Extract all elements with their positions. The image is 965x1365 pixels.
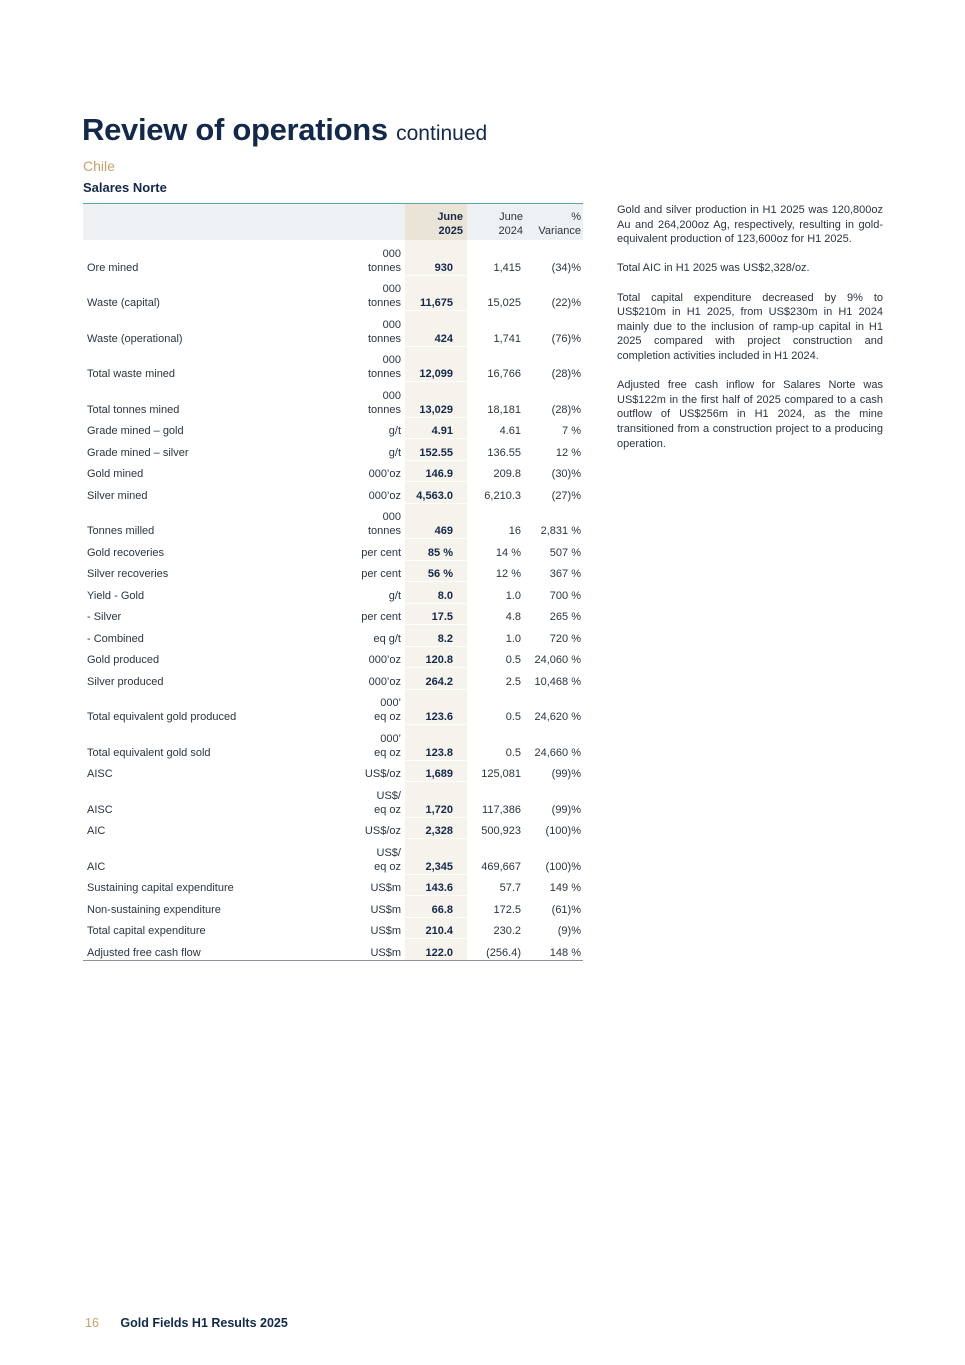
row-previous-value: 230.2 — [467, 917, 525, 939]
row-label: AISC — [83, 760, 323, 782]
table-row — [83, 668, 583, 690]
row-unit: eq g/t — [323, 625, 405, 647]
row-previous-value: 18,181 — [467, 382, 525, 418]
row-unit: g/t — [323, 417, 405, 439]
row-current-value: 66.8 — [405, 896, 467, 918]
row-unit: per cent — [323, 560, 405, 582]
row-previous-value: 125,081 — [467, 760, 525, 782]
header-variance: % Variance — [538, 211, 581, 237]
row-label: Total tonnes mined — [83, 382, 323, 418]
table-row — [83, 939, 583, 961]
row-variance: (76)% — [525, 311, 583, 347]
row-unit: 000’oz — [323, 646, 405, 668]
commentary-paragraph: Adjusted free cash inflow for Salares Norte was US$122m in the first half of 2025 compared to a cash outflow of US$256m in H1 2024, as the mine transitioned from a construction project to a producing operation. — [617, 379, 883, 450]
row-variance: (28)% — [525, 346, 583, 382]
row-label: AIC — [83, 839, 323, 875]
header-unit-cell — [323, 204, 405, 241]
row-current-value: 143.6 — [405, 874, 467, 896]
row-current-value: 930 — [405, 240, 467, 275]
row-label: Grade mined – silver — [83, 439, 323, 461]
row-variance: (100)% — [525, 839, 583, 875]
header-current-period: June 2025 — [405, 204, 467, 241]
row-previous-value: 0.5 — [467, 646, 525, 668]
row-current-value: 424 — [405, 311, 467, 347]
row-variance: 7 % — [525, 417, 583, 439]
row-label: Silver produced — [83, 668, 323, 690]
row-unit: US$/ eq oz — [323, 782, 405, 818]
table-row — [83, 896, 583, 918]
table-row — [83, 760, 583, 782]
table-row — [83, 582, 583, 604]
row-label: Waste (operational) — [83, 311, 323, 347]
row-label: Yield - Gold — [83, 582, 323, 604]
row-previous-value: 57.7 — [467, 874, 525, 896]
table-row — [83, 346, 583, 382]
row-current-value: 123.6 — [405, 689, 467, 725]
commentary-paragraph: Gold and silver production in H1 2025 was 120,800oz Au and 264,200oz Ag, respectively, resulting in gold- equivalent production of 123,600oz for H1 2025. — [617, 204, 883, 246]
row-label: - Combined — [83, 625, 323, 647]
row-unit: 000 tonnes — [323, 346, 405, 382]
row-variance: 12 % — [525, 439, 583, 461]
row-previous-value: 16,766 — [467, 346, 525, 382]
row-label: Silver recoveries — [83, 560, 323, 582]
table-row — [83, 625, 583, 647]
row-current-value: 13,029 — [405, 382, 467, 418]
row-label: Total equivalent gold produced — [83, 689, 323, 725]
row-previous-value: 1,741 — [467, 311, 525, 347]
page-footer — [85, 1316, 288, 1330]
row-label: Total capital expenditure — [83, 917, 323, 939]
row-previous-value: 6,210.3 — [467, 482, 525, 504]
row-unit: per cent — [323, 603, 405, 625]
row-label: Adjusted free cash flow — [83, 939, 323, 961]
row-current-value: 56 % — [405, 560, 467, 582]
row-current-value: 123.8 — [405, 725, 467, 761]
table-row — [83, 275, 583, 311]
row-label: Waste (capital) — [83, 275, 323, 311]
row-unit: US$m — [323, 874, 405, 896]
table-row — [83, 689, 583, 725]
row-current-value: 8.0 — [405, 582, 467, 604]
row-unit: 000’oz — [323, 482, 405, 504]
row-current-value: 146.9 — [405, 460, 467, 482]
row-previous-value: 1.0 — [467, 582, 525, 604]
row-current-value: 122.0 — [405, 939, 467, 961]
row-label: Grade mined – gold — [83, 417, 323, 439]
commentary-paragraph: Total capital expenditure decreased by 9% to US$210m in H1 2025, from US$230m in H1 2024 mainly due to the inclusion of ramp-up capital in H1 2025 compared with project construction and completion activities included in H1 2024. — [617, 291, 883, 362]
table-row — [83, 874, 583, 896]
row-current-value: 1,689 — [405, 760, 467, 782]
row-current-value: 4,563.0 — [405, 482, 467, 504]
commentary-paragraph: Total AIC in H1 2025 was US$2,328/oz. — [617, 262, 810, 275]
row-label: Ore mined — [83, 240, 323, 275]
row-previous-value: 4.8 — [467, 603, 525, 625]
row-previous-value: 4.61 — [467, 417, 525, 439]
table-row — [83, 539, 583, 561]
row-previous-value: 500,923 — [467, 817, 525, 839]
row-variance: (61)% — [525, 896, 583, 918]
row-label: Non-sustaining expenditure — [83, 896, 323, 918]
header-previous-period: June 2024 — [498, 211, 523, 237]
row-current-value: 469 — [405, 503, 467, 539]
row-current-value: 4.91 — [405, 417, 467, 439]
table-row — [83, 782, 583, 818]
row-variance: 10,468 % — [525, 668, 583, 690]
row-unit: per cent — [323, 539, 405, 561]
row-previous-value: 0.5 — [467, 689, 525, 725]
row-unit: 000 tonnes — [323, 382, 405, 418]
row-previous-value: 117,386 — [467, 782, 525, 818]
operations-table — [83, 203, 583, 961]
row-variance: 24,620 % — [525, 689, 583, 725]
row-unit: 000 tonnes — [323, 275, 405, 311]
table-row — [83, 382, 583, 418]
row-unit: 000 tonnes — [323, 240, 405, 275]
row-unit: US$m — [323, 939, 405, 961]
row-unit: US$/oz — [323, 817, 405, 839]
page-title — [82, 112, 487, 148]
row-unit: 000’oz — [323, 460, 405, 482]
table-row — [83, 817, 583, 839]
row-variance: 265 % — [525, 603, 583, 625]
table-row — [83, 646, 583, 668]
row-variance: 700 % — [525, 582, 583, 604]
row-current-value: 210.4 — [405, 917, 467, 939]
row-current-value: 8.2 — [405, 625, 467, 647]
row-unit: g/t — [323, 582, 405, 604]
row-variance: 720 % — [525, 625, 583, 647]
row-previous-value: 16 — [467, 503, 525, 539]
row-variance: 367 % — [525, 560, 583, 582]
row-variance: (34)% — [525, 240, 583, 275]
document-title: Gold Fields H1 Results 2025 — [120, 1316, 288, 1330]
table-header-row — [83, 204, 583, 241]
table-row — [83, 439, 583, 461]
row-variance: (100)% — [525, 817, 583, 839]
row-label: Silver mined — [83, 482, 323, 504]
row-previous-value: (256.4) — [467, 939, 525, 961]
row-unit: 000’oz — [323, 668, 405, 690]
table-row — [83, 839, 583, 875]
row-previous-value: 172.5 — [467, 896, 525, 918]
table-row — [83, 603, 583, 625]
row-previous-value: 136.55 — [467, 439, 525, 461]
row-current-value: 152.55 — [405, 439, 467, 461]
operations-table-container — [83, 203, 583, 961]
row-previous-value: 1.0 — [467, 625, 525, 647]
row-unit: US$m — [323, 917, 405, 939]
region-heading: Chile — [83, 158, 115, 174]
row-variance: (22)% — [525, 275, 583, 311]
row-variance: (28)% — [525, 382, 583, 418]
row-unit: 000’ eq oz — [323, 725, 405, 761]
row-variance: (99)% — [525, 760, 583, 782]
row-variance: 148 % — [525, 939, 583, 961]
table-row — [83, 482, 583, 504]
row-current-value: 2,345 — [405, 839, 467, 875]
row-label: - Silver — [83, 603, 323, 625]
table-row — [83, 560, 583, 582]
row-current-value: 85 % — [405, 539, 467, 561]
row-label: Total equivalent gold sold — [83, 725, 323, 761]
header-label-cell — [83, 204, 323, 241]
row-unit: g/t — [323, 439, 405, 461]
row-label: Tonnes milled — [83, 503, 323, 539]
page-number: 16 — [85, 1316, 99, 1330]
row-current-value: 12,099 — [405, 346, 467, 382]
row-unit: 000’ eq oz — [323, 689, 405, 725]
row-unit: US$/ eq oz — [323, 839, 405, 875]
row-variance: (27)% — [525, 482, 583, 504]
row-label: Gold mined — [83, 460, 323, 482]
page-title-suffix: continued — [396, 122, 488, 145]
row-current-value: 264.2 — [405, 668, 467, 690]
row-current-value: 1,720 — [405, 782, 467, 818]
row-label: Total waste mined — [83, 346, 323, 382]
mine-heading: Salares Norte — [83, 180, 167, 195]
row-current-value: 11,675 — [405, 275, 467, 311]
table-row — [83, 460, 583, 482]
row-variance: 24,060 % — [525, 646, 583, 668]
table-body — [83, 240, 583, 960]
row-previous-value: 469,667 — [467, 839, 525, 875]
table-row — [83, 503, 583, 539]
row-label: AIC — [83, 817, 323, 839]
row-previous-value: 15,025 — [467, 275, 525, 311]
table-row — [83, 240, 583, 275]
row-variance: (9)% — [525, 917, 583, 939]
row-current-value: 120.8 — [405, 646, 467, 668]
row-previous-value: 14 % — [467, 539, 525, 561]
row-previous-value: 0.5 — [467, 725, 525, 761]
page-title-main: Review of operations — [82, 112, 388, 147]
row-current-value: 2,328 — [405, 817, 467, 839]
row-unit: 000 tonnes — [323, 311, 405, 347]
row-variance: 149 % — [525, 874, 583, 896]
table-row — [83, 917, 583, 939]
table-row — [83, 417, 583, 439]
row-label: Gold produced — [83, 646, 323, 668]
row-unit: US$/oz — [323, 760, 405, 782]
row-previous-value: 1,415 — [467, 240, 525, 275]
row-variance: 507 % — [525, 539, 583, 561]
row-variance: (99)% — [525, 782, 583, 818]
row-unit: US$m — [323, 896, 405, 918]
row-label: Sustaining capital expenditure — [83, 874, 323, 896]
table-row — [83, 311, 583, 347]
row-previous-value: 209.8 — [467, 460, 525, 482]
commentary — [617, 203, 883, 466]
row-unit: 000 tonnes — [323, 503, 405, 539]
row-previous-value: 2.5 — [467, 668, 525, 690]
table-row — [83, 725, 583, 761]
row-label: AISC — [83, 782, 323, 818]
row-variance: 2,831 % — [525, 503, 583, 539]
row-previous-value: 12 % — [467, 560, 525, 582]
row-variance: (30)% — [525, 460, 583, 482]
row-variance: 24,660 % — [525, 725, 583, 761]
row-current-value: 17.5 — [405, 603, 467, 625]
row-label: Gold recoveries — [83, 539, 323, 561]
